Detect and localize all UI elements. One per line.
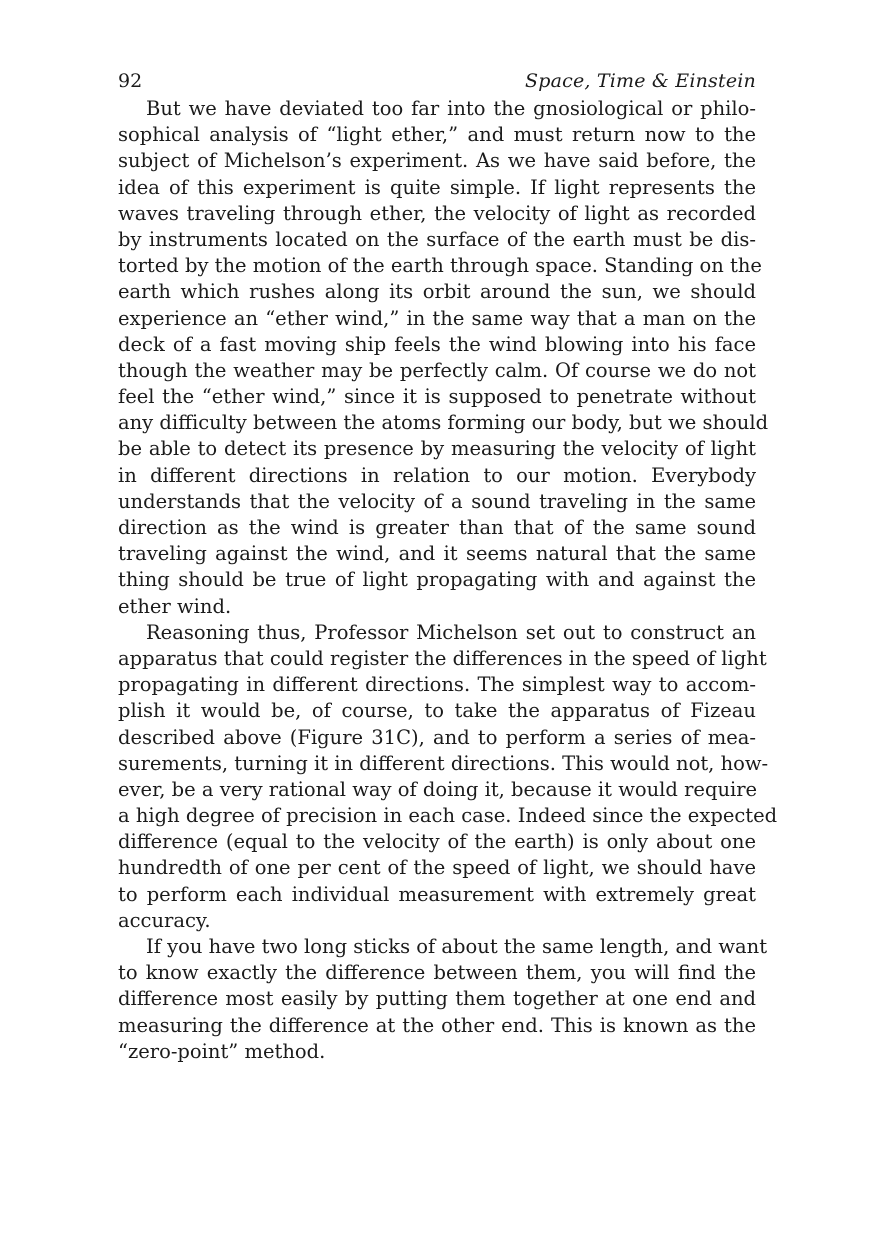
text-line: But we have deviated too far into the gnosiological or philo- [146,97,756,120]
text-line: earth which rushes along its orbit around the sun, we should [118,280,756,304]
text-line: thing should be true of light propagating with and against the [118,568,756,592]
text-line: Reasoning thus, Professor Michelson set out to construct an [146,620,756,644]
text-line: difference (equal to the velocity of the earth) is only about one [118,830,756,854]
text-line: accuracy. [118,908,211,932]
text-line: torted by the motion of the earth through space. Standing on the [118,254,762,278]
text-line: difference most easily by putting them together at one end and [118,987,756,1011]
text-line: feel the “ether wind,” since it is supposed to penetrate without [118,385,756,409]
text-line: “zero-point” method. [118,1039,326,1063]
text-line: surements, turning it in different directions. This would not, how- [118,751,769,775]
text-line: experience an “ether wind,” in the same way that a man on the [118,306,756,330]
text-line: to perform each individual measurement with extremely great [118,882,756,906]
text-line: hundredth of one per cent of the speed of light, we should have [118,856,756,880]
text-line: If you have two long sticks of about the same length, and want [146,935,768,958]
running-title: Space, Time & Einstein [525,70,756,92]
text-line: be able to detect its presence by measuring the velocity of light [118,437,756,461]
text-line: a high degree of precision in each case. Indeed since the expected [118,804,778,828]
text-line: ever, be a very rational way of doing it, because it would require [118,777,758,801]
body-text [118,96,778,1065]
text-line: subject of Michelson’s experiment. As we have said before, the [118,149,756,173]
text-line: sophical analysis of “light ether,” and must return now to the [118,123,756,147]
text-line: understands that the velocity of a sound traveling in the same [118,489,756,513]
text-line: described above (Figure 31C), and to perform a series of mea- [118,725,756,749]
text-line: by instruments located on the surface of the earth must be dis- [118,227,756,251]
text-line: any difficulty between the atoms forming our body, but we should [118,411,769,435]
paragraph [118,96,769,620]
text-line: direction as the wind is greater than that of the same sound [118,516,756,539]
page-number: 92 [118,70,143,92]
text-line: deck of a fast moving ship feels the wind blowing into his face [118,332,756,356]
text-line: propagating in different directions. The simplest way to accom- [118,673,756,697]
running-head [118,66,756,96]
text-line: idea of this experiment is quite simple. If light represents the [118,175,756,199]
text-line: plish it would be, of course, to take the apparatus of Fizeau [118,699,756,723]
text-line: apparatus that could register the differences in the speed of light [118,646,767,670]
text-line: waves traveling through ether, the velocity of light as recorded [118,201,756,225]
text-line: in different directions in relation to our motion. Everybody [118,463,756,487]
text-line: traveling against the wind, and it seems natural that the same [118,542,756,566]
text-line: measuring the difference at the other end. This is known as the [118,1013,756,1037]
text-line: though the weather may be perfectly calm. Of course we do not [118,358,756,382]
paragraph [118,934,768,1065]
text-line: to know exactly the difference between them, you will find the [118,961,756,985]
paragraph [118,620,778,934]
text-line: ether wind. [118,594,232,618]
